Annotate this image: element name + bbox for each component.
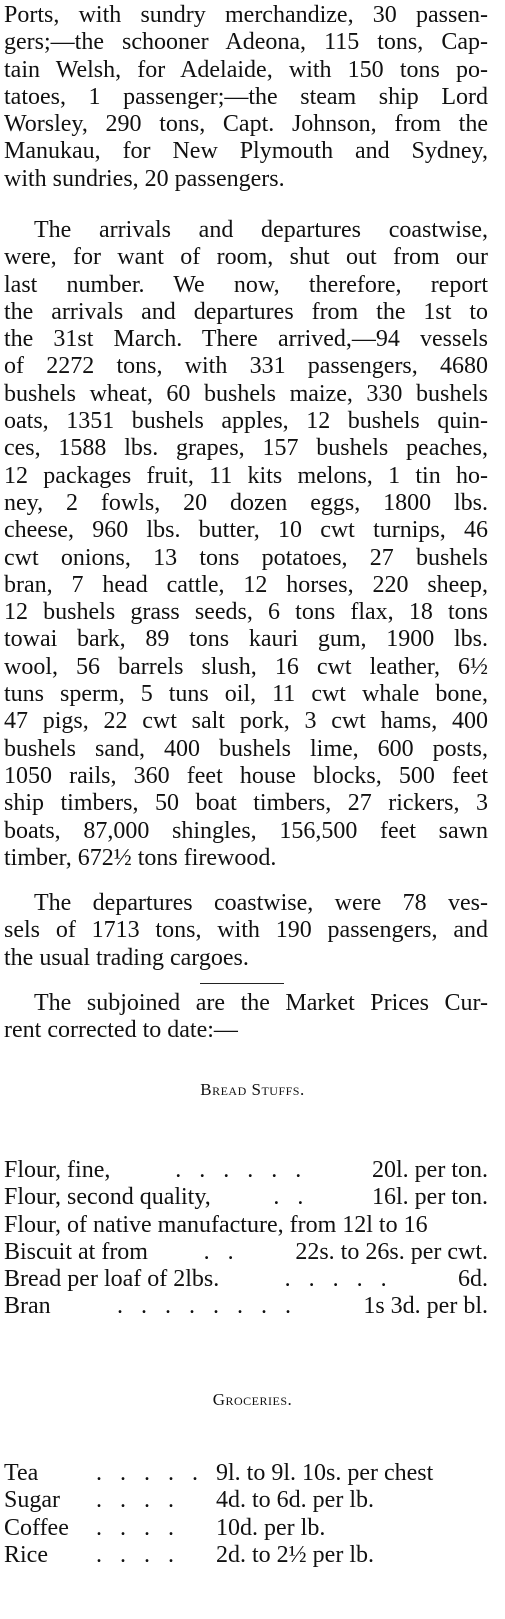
text-line: wool, 56 barrels slush, 16 cwt leather, 6½	[4, 653, 488, 680]
text-line: 12 bushels grass seeds, 6 tons flax, 18 tons	[4, 599, 488, 626]
price-price: 16l. per ton.	[372, 1184, 488, 1211]
price-price: 2d. to 2½ per lb.	[216, 1541, 374, 1568]
price-row	[4, 1184, 488, 1211]
text-line: cwt onions, 13 tons potatoes, 27 bushels	[4, 544, 488, 571]
text-line: sels of 1713 tons, with 190 passengers, and	[4, 917, 488, 944]
text-line: Manukau, for New Plymouth and Sydney,	[4, 138, 488, 165]
price-item: Biscuit at from	[4, 1238, 148, 1265]
price-dots: . . . . . .	[175, 1157, 308, 1183]
arrivals-paragraph	[4, 217, 488, 872]
price-price: 9l. to 9l. 10s. per chest	[216, 1460, 434, 1486]
price-dots: . . . . . . . .	[117, 1293, 297, 1320]
price-item: Flour, second quality,	[4, 1184, 211, 1211]
price-price: 6d.	[458, 1266, 488, 1293]
text-line: tain Welsh, for Adelaide, with 150 tons po-	[4, 56, 488, 83]
bread-stuffs-table	[4, 1157, 488, 1321]
text-line: timber, 672½ tons firewood.	[4, 844, 277, 871]
price-item: Bran	[4, 1293, 51, 1320]
text-line: the arrivals and departures from the 1st to	[4, 298, 488, 325]
price-dots: . . . .	[96, 1487, 180, 1514]
price-price: 4d. to 6d. per lb.	[216, 1487, 374, 1514]
price-dots	[428, 1212, 488, 1239]
price-row	[4, 1460, 488, 1487]
price-dots: . . . . .	[284, 1266, 393, 1293]
price-row	[4, 1157, 488, 1184]
price-row	[4, 1239, 488, 1266]
price-row	[4, 1266, 488, 1293]
text-line: the usual trading cargoes.	[4, 944, 249, 971]
price-dots: . .	[203, 1238, 240, 1265]
text-line: ces, 1588 lbs. grapes, 157 bushels peaches,	[4, 435, 488, 462]
text-line: The arrivals and departures coastwise,	[34, 217, 488, 243]
text-line: boats, 87,000 shingles, 156,500 feet sawn	[4, 817, 488, 844]
price-price: 10d. per lb.	[216, 1514, 326, 1541]
text-line: oats, 1351 bushels apples, 12 bushels quin-	[4, 408, 488, 435]
groceries-table	[4, 1460, 488, 1569]
text-line: Ports, with sundry merchandize, 30 passen-	[4, 2, 488, 28]
price-dots: . . . . .	[96, 1460, 204, 1486]
price-dots: . . . .	[96, 1514, 180, 1541]
text-line: 47 pigs, 22 cwt salt pork, 3 cwt hams, 400	[4, 708, 488, 735]
price-item: Flour, of native manufacture, from 12l to 16	[4, 1211, 428, 1238]
price-item: Sugar	[4, 1487, 60, 1514]
section-divider	[200, 983, 284, 984]
price-item: Coffee	[4, 1514, 69, 1541]
text-line: 12 packages fruit, 11 kits melons, 1 tin ho-	[4, 462, 488, 489]
price-item: Tea	[4, 1460, 39, 1486]
price-item: Flour, fine,	[4, 1157, 111, 1183]
text-line: tuns sperm, 5 tuns oil, 11 cwt whale bone,	[4, 681, 488, 708]
price-row	[4, 1515, 488, 1542]
price-item: Bread per loaf of 2lbs.	[4, 1266, 220, 1293]
text-line: towai bark, 89 tons kauri gum, 1900 lbs.	[4, 626, 488, 653]
price-row	[4, 1487, 488, 1514]
text-line: were, for want of room, shut out from our	[4, 244, 488, 271]
price-dots: . . . .	[96, 1541, 180, 1568]
text-line: 1050 rails, 360 feet house blocks, 500 feet	[4, 762, 488, 789]
price-item: Rice	[4, 1541, 48, 1568]
shipping-paragraph	[4, 2, 488, 193]
price-row	[4, 1542, 488, 1569]
text-line: bushels sand, 400 bushels lime, 600 posts,	[4, 735, 488, 762]
departures-paragraph	[4, 890, 488, 972]
text-line: with sundries, 20 passengers.	[4, 165, 285, 192]
price-row	[4, 1293, 488, 1320]
text-line: tatoes, 1 passenger;—the steam ship Lord	[4, 83, 488, 110]
groceries-heading: Groceries.	[212, 1390, 293, 1409]
text-line: bushels wheat, 60 bushels maize, 330 bushels	[4, 380, 488, 407]
text-line: gers;—the schooner Adeona, 115 tons, Cap-	[4, 29, 488, 56]
market-prices-intro	[4, 990, 488, 1045]
price-dots: . .	[273, 1184, 310, 1211]
text-line: bran, 7 head cattle, 12 horses, 220 sheep,	[4, 571, 488, 598]
text-line: The subjoined are the Market Prices Cur-	[34, 990, 488, 1016]
price-price: 22s. to 26s. per cwt.	[295, 1238, 488, 1265]
text-line: Worsley, 290 tons, Capt. Johnson, from the	[4, 111, 488, 138]
text-line: ship timbers, 50 boat timbers, 27 rickers, 3	[4, 790, 488, 817]
text-line: the 31st March. There arrived,—94 vessels	[4, 326, 488, 353]
text-line: The departures coastwise, were 78 ves-	[34, 890, 488, 916]
price-price: 1s 3d. per bl.	[363, 1293, 488, 1320]
text-line: ney, 2 fowls, 20 dozen eggs, 1800 lbs.	[4, 489, 488, 516]
text-line: of 2272 tons, with 331 passengers, 4680	[4, 353, 488, 380]
text-line: cheese, 960 lbs. butter, 10 cwt turnips, 46	[4, 517, 488, 544]
price-row	[4, 1212, 488, 1239]
text-line: rent corrected to date:—	[4, 1017, 238, 1044]
bread-stuffs-heading: Bread Stuffs.	[200, 1080, 305, 1099]
text-line: last number. We now, therefore, report	[4, 271, 488, 298]
price-price: 20l. per ton.	[372, 1157, 488, 1183]
